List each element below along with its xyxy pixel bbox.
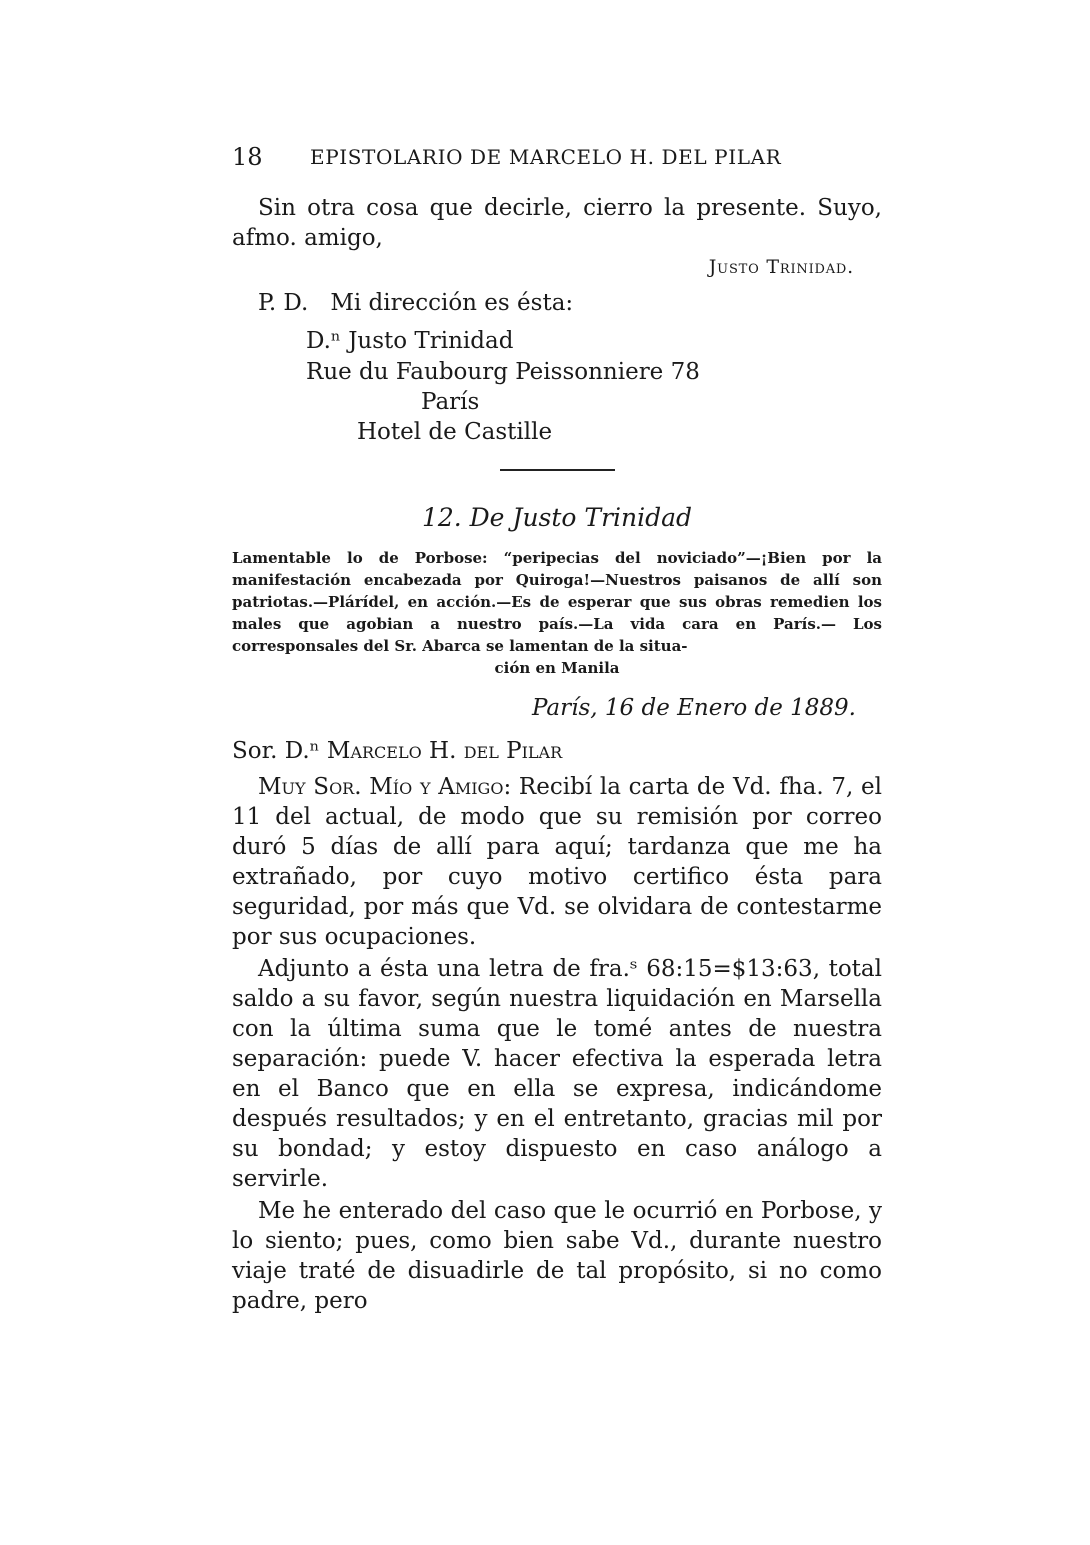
address-line: D.ⁿ Justo Trinidad xyxy=(306,328,514,354)
greeting: Muy Sor. Mío y Amigo: xyxy=(258,774,512,800)
signature: Justo Trinidad. xyxy=(708,256,854,278)
running-title: EPISTOLARIO DE MARCELO H. DEL PILAR xyxy=(310,145,782,169)
paragraph: Me he enterado del caso que le ocurrió en Porbose, y lo siento; pues, como bien sabe Vd., durante nuestro viaje traté de disuadirle de tal propósito, si no como padre, pero xyxy=(232,1198,882,1314)
postscript-label: P. D. xyxy=(258,290,309,316)
closing-text: Sin otra cosa que decirle, cierro la presente. Suyo, afmo. amigo, xyxy=(232,195,882,251)
salutation-prefix: Sor. D.ⁿ xyxy=(232,738,320,764)
summary-text: Lamentable lo de Porbose: “peripecias del noviciado”—¡Bien por la manifestación encabezada por Quiroga!—Nuestros paisanos de allí son patriotas.—Plárídel, en acción.—Es de esperar que sus obras remedien los males que agobian a nuestro país.—La vida cara en París.— Los corresponsales del Sr. Abarca se lamentan de la situa- xyxy=(232,549,882,655)
letter-body xyxy=(232,772,882,1318)
postscript-text: Mi dirección es ésta: xyxy=(330,290,574,316)
letter-summary xyxy=(232,547,882,679)
address-line: París xyxy=(421,389,480,415)
address-line: Rue du Faubourg Peissonniere 78 xyxy=(306,359,700,385)
paragraph-text: Recibí la carta de Vd. fha. 7, el 11 del actual, de modo que su remisión por correo duró 5 días de allí para aquí; tardanza que me ha extrañado, por cuyo motivo certifico ésta para seguridad, por más que Vd. se olvidara de contestarme por sus ocupaciones. xyxy=(232,774,883,950)
paragraph xyxy=(232,772,882,952)
summary-text-end: ción en Manila xyxy=(494,659,620,677)
letter-heading: 12. De Justo Trinidad xyxy=(421,503,693,532)
salutation-name: Marcelo H. del Pilar xyxy=(326,738,563,764)
postscript xyxy=(258,288,573,318)
section-divider xyxy=(500,469,615,471)
dateline: París, 16 de Enero de 1889. xyxy=(531,695,856,721)
salutation xyxy=(232,738,562,764)
running-head xyxy=(232,143,812,171)
address-line: Hotel de Castille xyxy=(357,419,553,445)
page-number: 18 xyxy=(232,143,263,171)
paragraph: Adjunto a ésta una letra de fra.ˢ 68:15=$13:63, total saldo a su favor, según nuestra liquidación en Marsella con la última suma que le tomé antes de nuestra separación: puede V. hacer efectiva la esperada letra en el Banco que en ella se expresa, indicándome después resultados; y en el entretanto, gracias mil por su bondad; y estoy dispuesto en caso análogo a servirle. xyxy=(232,956,882,1192)
